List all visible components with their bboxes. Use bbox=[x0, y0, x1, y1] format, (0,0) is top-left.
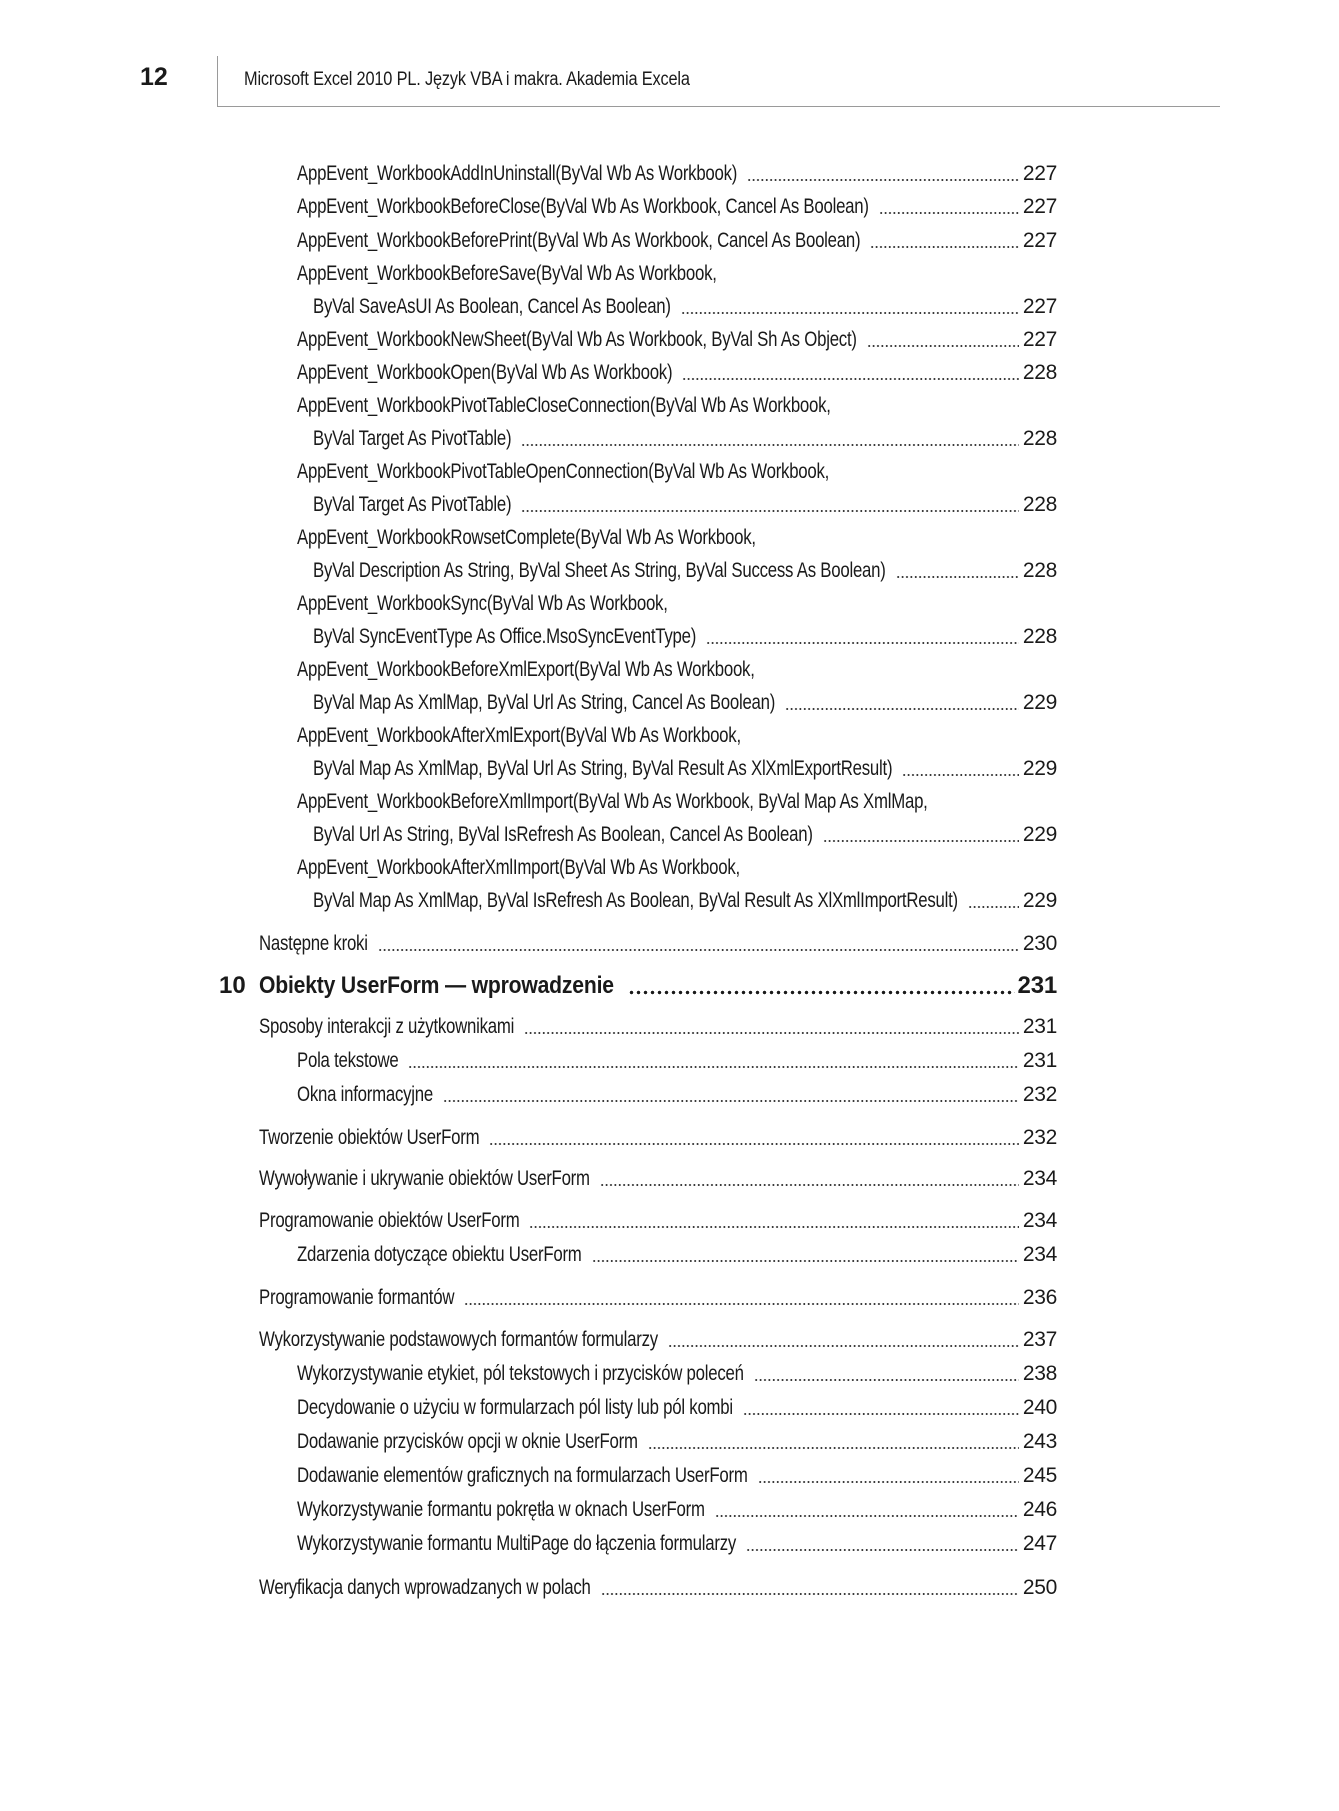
toc-page-number: 232 bbox=[1022, 1083, 1057, 1106]
toc-entry-title: AppEvent_WorkbookSync(ByVal Wb As Workbook, bbox=[297, 592, 668, 615]
toc-page-number: 228 bbox=[1022, 493, 1057, 516]
dot-leader bbox=[524, 1031, 1019, 1035]
toc-entry-title: AppEvent_WorkbookAfterXmlExport(ByVal Wb As Workbook, bbox=[297, 724, 741, 747]
toc-entry-title: Wykorzystywanie formantu pokrętła w oknach UserForm bbox=[297, 1498, 705, 1521]
toc-entry bbox=[313, 426, 1057, 452]
toc-entry bbox=[297, 525, 1057, 551]
toc-entry-title: Okna informacyjne bbox=[297, 1083, 433, 1106]
dot-leader bbox=[706, 641, 1019, 645]
toc-page-number: 246 bbox=[1022, 1498, 1057, 1521]
dot-leader bbox=[867, 344, 1019, 348]
dot-leader bbox=[378, 948, 1019, 952]
toc-entry-title: AppEvent_WorkbookPivotTableCloseConnection(ByVal Wb As Workbook, bbox=[297, 394, 831, 417]
dot-leader bbox=[489, 1142, 1019, 1146]
toc-page-number: 240 bbox=[1022, 1396, 1057, 1419]
dot-leader bbox=[443, 1099, 1019, 1103]
toc-entry-title: Obiekty UserForm — wprowadzenie bbox=[259, 972, 614, 999]
dot-leader bbox=[529, 1225, 1018, 1229]
toc-entry bbox=[297, 393, 1057, 419]
toc-entry bbox=[259, 931, 1057, 957]
toc-entry-title: AppEvent_WorkbookBeforeClose(ByVal Wb As Workbook, Cancel As Boolean) bbox=[297, 195, 869, 218]
toc-page-number: 236 bbox=[1022, 1286, 1057, 1309]
toc-page-number: 250 bbox=[1022, 1576, 1057, 1599]
toc-page-number: 227 bbox=[1022, 295, 1057, 318]
toc-entry bbox=[313, 690, 1057, 716]
toc-chapter bbox=[259, 971, 1057, 1001]
toc-entry-title: ByVal Description As String, ByVal Sheet As String, ByVal Success As Boolean) bbox=[313, 559, 886, 582]
toc-entry bbox=[297, 1395, 1057, 1421]
toc-entry-title: Programowanie obiektów UserForm bbox=[259, 1209, 520, 1232]
toc-page-number: 227 bbox=[1022, 162, 1057, 185]
toc-entry-title: ByVal Map As XmlMap, ByVal Url As String, ByVal Result As XlXmlExportResult) bbox=[313, 757, 893, 780]
toc-entry bbox=[297, 261, 1057, 287]
toc-entry bbox=[297, 855, 1057, 881]
toc-entry-title: AppEvent_WorkbookBeforeSave(ByVal Wb As Workbook, bbox=[297, 262, 717, 285]
toc-page-number: 229 bbox=[1022, 691, 1057, 714]
toc-entry-title: Wykorzystywanie etykiet, pól tekstowych i przycisków poleceń bbox=[297, 1362, 744, 1385]
book-title: Microsoft Excel 2010 PL. Język VBA i makra. Akademia Excela bbox=[244, 69, 690, 90]
dot-leader bbox=[681, 311, 1019, 315]
dot-leader bbox=[747, 178, 1019, 182]
toc-page-number: 228 bbox=[1022, 361, 1057, 384]
toc-entry bbox=[259, 1125, 1057, 1151]
dot-leader bbox=[715, 1514, 1019, 1518]
toc-entry bbox=[297, 1463, 1057, 1489]
dot-leader bbox=[741, 740, 1057, 744]
dot-leader bbox=[755, 674, 1057, 678]
dot-leader bbox=[896, 575, 1019, 579]
toc-entry-title: Wykorzystywanie formantu MultiPage do łączenia formularzy bbox=[297, 1532, 737, 1555]
toc-entry-title: ByVal Map As XmlMap, ByVal Url As String, Cancel As Boolean) bbox=[313, 691, 776, 714]
dot-leader bbox=[823, 839, 1019, 843]
toc-entry bbox=[297, 327, 1057, 353]
dot-leader bbox=[668, 1344, 1019, 1348]
toc-page-number: 247 bbox=[1022, 1532, 1057, 1555]
toc-entry bbox=[313, 294, 1057, 320]
toc-entry-title: Programowanie formantów bbox=[259, 1286, 455, 1309]
toc-entry-title: Sposoby interakcji z użytkownikami bbox=[259, 1015, 515, 1038]
toc-page-number: 229 bbox=[1022, 823, 1057, 846]
toc-entry-title: AppEvent_WorkbookBeforeXmlExport(ByVal Wb As Workbook, bbox=[297, 658, 755, 681]
toc-entry-title: AppEvent_WorkbookAddInUninstall(ByVal Wb As Workbook) bbox=[297, 162, 738, 185]
toc-page-number: 245 bbox=[1022, 1464, 1057, 1487]
toc-entry bbox=[297, 1531, 1057, 1557]
toc-entry bbox=[297, 1048, 1057, 1074]
toc-entry bbox=[313, 822, 1057, 848]
dot-leader bbox=[648, 1446, 1019, 1450]
dot-leader bbox=[628, 990, 1015, 995]
toc-page-number: 232 bbox=[1022, 1126, 1057, 1149]
toc-entry bbox=[297, 459, 1057, 485]
toc-entry bbox=[297, 789, 1057, 815]
toc-page-number: 227 bbox=[1022, 195, 1057, 218]
toc-entry-title: AppEvent_WorkbookNewSheet(ByVal Wb As Workbook, ByVal Sh As Object) bbox=[297, 328, 857, 351]
page-number: 12 bbox=[140, 63, 168, 91]
chapter-number: 10 bbox=[219, 972, 246, 999]
toc-entry bbox=[297, 1082, 1057, 1108]
toc-entry bbox=[297, 360, 1057, 386]
toc-entry-title: ByVal Map As XmlMap, ByVal IsRefresh As Boolean, ByVal Result As XlXmlImportResult) bbox=[313, 889, 958, 912]
toc-entry-title: Dodawanie elementów graficznych na formularzach UserForm bbox=[297, 1464, 748, 1487]
dot-leader bbox=[682, 377, 1018, 381]
toc-entry bbox=[297, 228, 1057, 254]
toc-entry-title: Zdarzenia dotyczące obiektu UserForm bbox=[297, 1243, 582, 1266]
toc-entry-title: AppEvent_WorkbookOpen(ByVal Wb As Workbook) bbox=[297, 361, 673, 384]
dot-leader bbox=[717, 278, 1057, 282]
dot-leader bbox=[902, 773, 1019, 777]
dot-leader bbox=[743, 1412, 1019, 1416]
toc-entry-title: ByVal Target As PivotTable) bbox=[313, 493, 512, 516]
toc-entry-title: AppEvent_WorkbookAfterXmlImport(ByVal Wb As Workbook, bbox=[297, 856, 740, 879]
toc-page-number: 243 bbox=[1022, 1430, 1057, 1453]
toc-entry-title: Dodawanie przycisków opcji w oknie UserForm bbox=[297, 1430, 638, 1453]
toc-entry bbox=[297, 1361, 1057, 1387]
toc-page-number: 227 bbox=[1022, 229, 1057, 252]
toc-entry-title: AppEvent_WorkbookPivotTableOpenConnection(ByVal Wb As Workbook, bbox=[297, 460, 830, 483]
toc-entry bbox=[297, 1242, 1057, 1268]
dot-leader bbox=[521, 443, 1019, 447]
toc-page-number: 238 bbox=[1022, 1362, 1057, 1385]
toc-entry-title: Następne kroki bbox=[259, 932, 368, 955]
dot-leader bbox=[754, 1378, 1019, 1382]
toc-entry bbox=[259, 1208, 1057, 1234]
toc-entry bbox=[259, 1014, 1057, 1040]
dot-leader bbox=[829, 476, 1057, 480]
toc-page-number: 229 bbox=[1022, 757, 1057, 780]
dot-leader bbox=[746, 1548, 1019, 1552]
toc-entry-title: Tworzenie obiektów UserForm bbox=[259, 1126, 480, 1149]
dot-leader bbox=[668, 608, 1057, 612]
toc-page-number: 228 bbox=[1022, 625, 1057, 648]
toc-page-number: 230 bbox=[1022, 932, 1057, 955]
toc-page-number: 234 bbox=[1022, 1167, 1057, 1190]
toc-page-number: 231 bbox=[1022, 1049, 1057, 1072]
dot-leader bbox=[756, 542, 1057, 546]
toc-entry-title: Pola tekstowe bbox=[297, 1049, 399, 1072]
toc-entry bbox=[259, 1166, 1057, 1192]
toc-entry-title: AppEvent_WorkbookBeforeXmlImport(ByVal Wb As Workbook, ByVal Map As XmlMap, bbox=[297, 790, 928, 813]
toc-entry bbox=[297, 657, 1057, 683]
dot-leader bbox=[740, 872, 1057, 876]
toc-page-number: 234 bbox=[1022, 1209, 1057, 1232]
toc-page-number: 234 bbox=[1022, 1243, 1057, 1266]
toc-page-number: 228 bbox=[1022, 559, 1057, 582]
toc-entry-title: Wywoływanie i ukrywanie obiektów UserForm bbox=[259, 1167, 590, 1190]
toc-entry bbox=[313, 888, 1057, 914]
dot-leader bbox=[592, 1259, 1019, 1263]
toc-entry bbox=[313, 492, 1057, 518]
toc-entry-title: Decydowanie o użyciu w formularzach pól listy lub pól kombi bbox=[297, 1396, 733, 1419]
dot-leader bbox=[464, 1302, 1019, 1306]
dot-leader bbox=[758, 1480, 1019, 1484]
dot-leader bbox=[601, 1592, 1019, 1596]
dot-leader bbox=[879, 211, 1019, 215]
dot-leader bbox=[408, 1065, 1018, 1069]
toc-page-number: 237 bbox=[1022, 1328, 1057, 1351]
toc-entry-title: ByVal Target As PivotTable) bbox=[313, 427, 512, 450]
toc-entry-title: ByVal SaveAsUI As Boolean, Cancel As Boolean) bbox=[313, 295, 671, 318]
toc-entry bbox=[313, 756, 1057, 782]
toc-entry bbox=[297, 1497, 1057, 1523]
toc-entry bbox=[297, 591, 1057, 617]
dot-leader bbox=[968, 905, 1019, 909]
toc-entry bbox=[313, 624, 1057, 650]
toc-entry-title: ByVal Url As String, ByVal IsRefresh As Boolean, Cancel As Boolean) bbox=[313, 823, 813, 846]
toc-entry-title: AppEvent_WorkbookRowsetComplete(ByVal Wb As Workbook, bbox=[297, 526, 756, 549]
toc-entry-title: Wykorzystywanie podstawowych formantów formularzy bbox=[259, 1328, 658, 1351]
toc-entry-title: ByVal SyncEventType As Office.MsoSyncEventType) bbox=[313, 625, 697, 648]
dot-leader bbox=[870, 245, 1018, 249]
toc-page-number: 228 bbox=[1022, 427, 1057, 450]
toc-entry bbox=[313, 558, 1057, 584]
dot-leader bbox=[928, 806, 1057, 810]
toc-entry-title: AppEvent_WorkbookBeforePrint(ByVal Wb As Workbook, Cancel As Boolean) bbox=[297, 229, 861, 252]
toc-page-number: 227 bbox=[1022, 328, 1057, 351]
toc-entry bbox=[259, 1285, 1057, 1311]
toc-page-number: 229 bbox=[1022, 889, 1057, 912]
toc-entry bbox=[259, 1575, 1057, 1601]
toc-entry bbox=[297, 194, 1057, 220]
dot-leader bbox=[521, 509, 1019, 513]
dot-leader bbox=[831, 410, 1057, 414]
toc-entry bbox=[297, 1429, 1057, 1455]
toc-entry bbox=[259, 1327, 1057, 1353]
toc-entry-title: Weryfikacja danych wprowadzanych w polach bbox=[259, 1576, 591, 1599]
toc-entry bbox=[297, 723, 1057, 749]
toc-entry bbox=[297, 161, 1057, 187]
dot-leader bbox=[600, 1183, 1019, 1187]
toc-page-number: 231 bbox=[1022, 1015, 1057, 1038]
toc-page-number: 231 bbox=[1017, 972, 1057, 999]
dot-leader bbox=[785, 707, 1019, 711]
